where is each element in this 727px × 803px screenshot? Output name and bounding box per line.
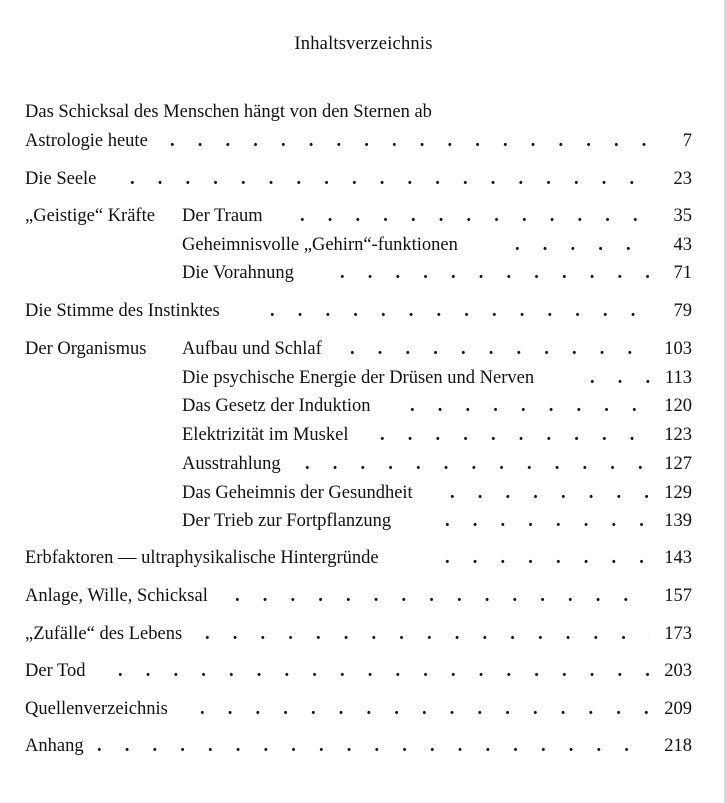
toc-entry-title: Der Tod bbox=[25, 661, 86, 681]
toc-leader-dots bbox=[205, 622, 650, 646]
toc-entry-title: Astrologie heute bbox=[25, 131, 148, 151]
toc-entry-title: Die psychische Energie der Drüsen und Nerven bbox=[182, 368, 535, 388]
toc-entry bbox=[0, 584, 727, 610]
toc-entry-label: Der Organismus bbox=[25, 339, 147, 359]
toc-leader-dots bbox=[445, 509, 650, 533]
toc-leader-dots bbox=[270, 299, 650, 323]
toc-entry bbox=[0, 622, 727, 648]
toc-entry-title: Aufbau und Schlaf bbox=[182, 339, 322, 359]
toc-entry-title: Ausstrahlung bbox=[182, 454, 281, 474]
toc-entry bbox=[0, 546, 727, 572]
toc-entry-label: „Geistige“ Kräfte bbox=[25, 206, 155, 226]
toc-entry-page: 123 bbox=[664, 425, 692, 445]
toc-leader-dots bbox=[515, 233, 650, 257]
toc-entry-page: 23 bbox=[673, 169, 692, 189]
toc-entry-page: 71 bbox=[673, 263, 692, 283]
toc-entry-page: 173 bbox=[664, 624, 692, 644]
toc-entry-page: 139 bbox=[664, 511, 692, 531]
toc-leader-dots bbox=[450, 481, 650, 505]
toc-leader-dots bbox=[130, 167, 650, 191]
toc-entry-page: 129 bbox=[664, 483, 692, 503]
toc-entry bbox=[0, 233, 727, 259]
toc-entry-page: 79 bbox=[673, 301, 692, 321]
toc-heading: Das Schicksal des Menschen hängt von den Sternen ab bbox=[25, 102, 432, 122]
toc-entry bbox=[0, 481, 727, 507]
toc-entry-page: 143 bbox=[664, 548, 692, 568]
toc-entry-page: 203 bbox=[664, 661, 692, 681]
toc-leader-dots bbox=[590, 366, 650, 390]
toc-entry-title: Erbfaktoren — ultraphysikalische Hintergründe bbox=[25, 548, 379, 568]
toc-entry-title: Das Gesetz der Induktion bbox=[182, 396, 371, 416]
toc-entry bbox=[0, 394, 727, 420]
toc-leader-dots bbox=[340, 261, 650, 285]
toc-entry-title: Die Vorahnung bbox=[182, 263, 294, 283]
toc-leader-dots bbox=[118, 659, 650, 683]
toc-entry bbox=[0, 204, 727, 230]
toc-leader-dots bbox=[305, 452, 650, 476]
toc-entry-page: 43 bbox=[673, 235, 692, 255]
toc-entry bbox=[0, 299, 727, 325]
toc-entry bbox=[0, 337, 727, 363]
toc-entry-title: Quellenverzeichnis bbox=[25, 699, 168, 719]
toc-leader-dots bbox=[350, 337, 650, 361]
toc-entry-page: 218 bbox=[664, 736, 692, 756]
toc-leader-dots bbox=[170, 129, 650, 153]
toc-entry bbox=[0, 509, 727, 535]
page-title: Inhaltsverzeichnis bbox=[294, 34, 433, 54]
toc-entry bbox=[0, 129, 727, 155]
toc-entry-page: 103 bbox=[664, 339, 692, 359]
toc-entry bbox=[0, 423, 727, 449]
toc-leader-dots bbox=[200, 697, 650, 721]
toc-entry-page: 120 bbox=[664, 396, 692, 416]
toc-entry-title: Anhang bbox=[25, 736, 84, 756]
toc-entry bbox=[0, 697, 727, 723]
toc-entry-page: 157 bbox=[664, 586, 692, 606]
toc-entry-title: Das Geheimnis der Gesundheit bbox=[182, 483, 413, 503]
toc-entry bbox=[0, 366, 727, 392]
toc-leader-dots bbox=[445, 546, 650, 570]
toc-entry-title: Geheimnisvolle „Gehirn“-funktionen bbox=[182, 235, 458, 255]
toc-leader-dots bbox=[380, 423, 650, 447]
toc-entry-page: 113 bbox=[664, 368, 692, 388]
toc-leader-dots bbox=[235, 584, 650, 608]
toc-leader-dots bbox=[410, 394, 650, 418]
toc-entry bbox=[0, 659, 727, 685]
toc-entry-page: 7 bbox=[682, 131, 692, 151]
toc-entry-page: 209 bbox=[664, 699, 692, 719]
toc-entry bbox=[0, 452, 727, 478]
toc-entry-page: 35 bbox=[673, 206, 692, 226]
toc-entry bbox=[0, 261, 727, 287]
toc-entry-title: Die Seele bbox=[25, 169, 97, 189]
toc-entry-title: „Zufälle“ des Lebens bbox=[25, 624, 183, 644]
toc-heading-line bbox=[0, 100, 727, 126]
toc-entry-title: Der Trieb zur Fortpflanzung bbox=[182, 511, 392, 531]
toc-entry bbox=[0, 167, 727, 193]
toc-leader-dots bbox=[97, 734, 650, 758]
toc-entry-title: Elektrizität im Muskel bbox=[182, 425, 349, 445]
toc-entry-title: Anlage, Wille, Schicksal bbox=[25, 586, 208, 606]
toc-entry-page: 127 bbox=[664, 454, 692, 474]
toc-entry-title: Die Stimme des Instinktes bbox=[25, 301, 220, 321]
toc-entry bbox=[0, 734, 727, 760]
toc-entry-title: Der Traum bbox=[182, 206, 263, 226]
toc-leader-dots bbox=[300, 204, 650, 228]
